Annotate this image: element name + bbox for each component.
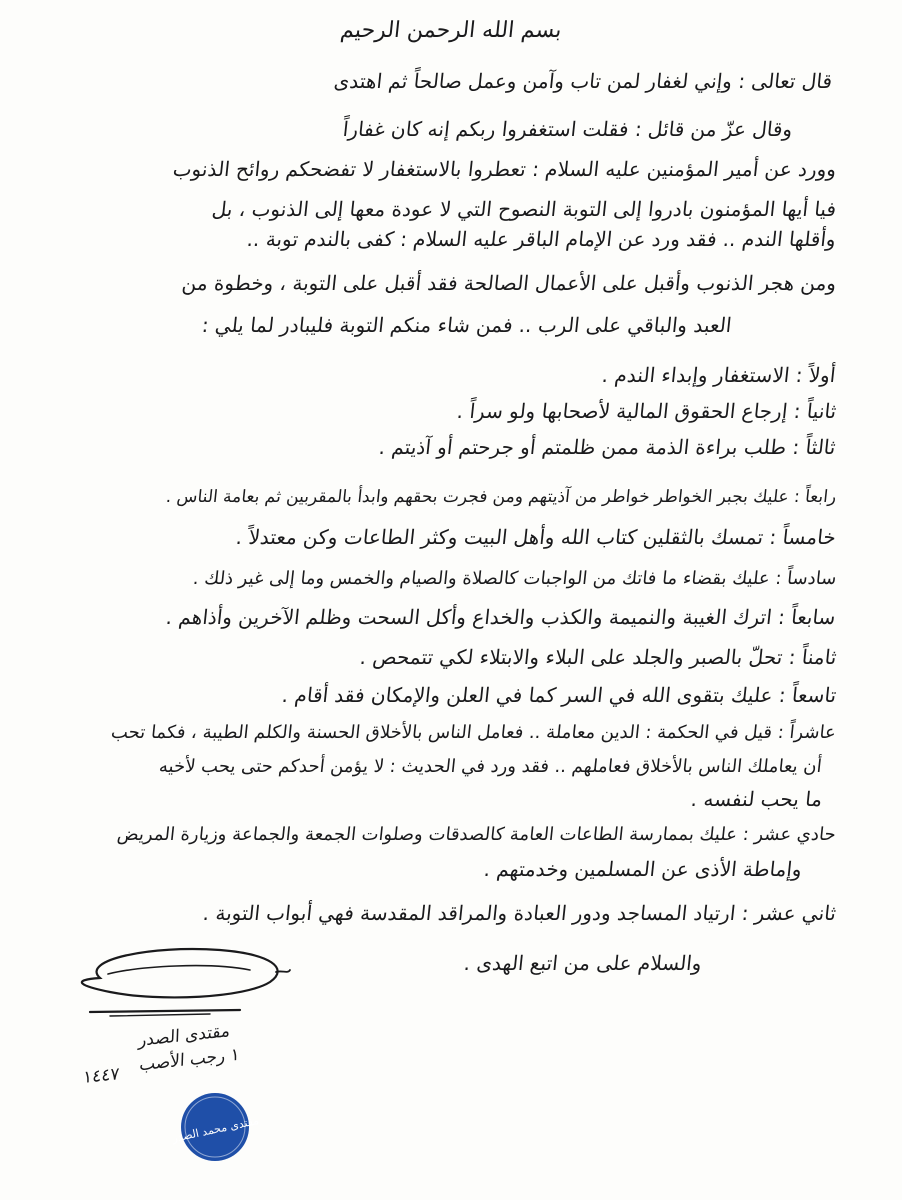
handwritten-signature [40, 940, 300, 1030]
svg-text:مقتدى محمد الصدر: مقتدى محمد الصدر [170, 1113, 261, 1145]
list-item-3: ثالثاً : طلب براءة الذمة ممن ظلمتم أو جرحتم أو آذيتم . [378, 435, 838, 459]
signature-year: ١٤٤٧ [83, 1063, 121, 1089]
list-item-9: تاسعاً : عليك بتقوى الله في السر كما في العلن والإمكان فقد أقام . [280, 683, 838, 707]
list-item-1: أولاً : الاستغفار وإبداء الندم . [601, 363, 838, 387]
list-item-10: عاشراً : قيل في الحكمة : الدين معاملة .. فعامل الناس بالأخلاق الحسنة والكلم الطيبة ، فكما تحب [110, 722, 838, 743]
official-seal-stamp [170, 1090, 261, 1164]
list-item-8: ثامناً : تحلّ بالصبر والجلد على البلاء والابتلاء لكي تتمحص . [358, 645, 838, 669]
list-item-10-cont-2: ما يحب لنفسه . [689, 787, 824, 811]
list-item-4: رابعاً : عليك بجبر الخواطر خواطر من آذيتهم ومن فجرت بحقهم وابدأ بالمقربين ثم بعامة الناس . [164, 487, 838, 507]
signature-name: مقتدى الصدر [137, 1021, 231, 1051]
list-item-11-cont: وإماطة الأذى عن المسلمين وخدمتهم . [482, 857, 804, 881]
list-item-10-cont-1: أن يعاملك الناس بالأخلاق فعاملهم .. فقد ورد في الحديث : لا يؤمن أحدكم حتى يحب لأخيه [158, 756, 824, 777]
hadith-imam-ali: وورد عن أمير المؤمنين عليه السلام : تعطروا بالاستغفار لا تفضحكم روائح الذنوب [171, 157, 838, 181]
closing-salutation: والسلام على من اتبع الهدى . [463, 951, 704, 975]
list-item-5: خامساً : تمسك بالثقلين كتاب الله وأهل البيت وكثر الطاعات وكن معتدلاً . [234, 525, 838, 549]
list-item-6: سادساً : عليك بقضاء ما فاتك من الواجبات كالصلاة والصيام والخمس وما إلى غير ذلك . [191, 568, 838, 589]
basmala-heading: بسم الله الرحمن الرحيم [339, 18, 563, 43]
seal-graphic [170, 1090, 261, 1164]
body-line-3: ومن هجر الذنوب وأقبل على الأعمال الصالحة فقد أقبل على التوبة ، وخطوة من [180, 271, 838, 295]
signature-block [40, 940, 300, 1140]
list-item-2: ثانياً : إرجاع الحقوق المالية لأصحابها ولو سراً . [455, 399, 838, 423]
body-line-4: العبد والباقي على الرب .. فمن شاء منكم التوبة فليبادر لما يلي : [201, 313, 734, 337]
signature-date: ١ رجب الأصب [139, 1044, 241, 1076]
quran-verse-2: وقال عزّ من قائل : فقلت استغفروا ربكم إنه كان غفاراً [341, 117, 794, 141]
body-line-1: فيا أيها المؤمنون بادروا إلى التوبة النصوح التي لا عودة معها إلى الذنوب ، بل [210, 197, 838, 221]
list-item-7: سابعاً : اترك الغيبة والنميمة والكذب والخداع وأكل السحت وظلم الآخرين وأذاهم . [165, 605, 838, 629]
body-line-2: وأقلها الندم .. فقد ورد عن الإمام الباقر عليه السلام : كفى بالندم توبة .. [245, 227, 838, 251]
quran-verse-1: قال تعالى : وإني لغفار لمن تاب وآمن وعمل صالحاً ثم اهتدى [332, 69, 834, 93]
list-item-11: حادي عشر : عليك بممارسة الطاعات العامة كالصدقات وصلوات الجمعة والجماعة وزيارة المريض [116, 824, 838, 845]
list-item-12: ثاني عشر : ارتياد المساجد ودور العبادة والمراقد المقدسة فهي أبواب التوبة . [201, 901, 838, 925]
